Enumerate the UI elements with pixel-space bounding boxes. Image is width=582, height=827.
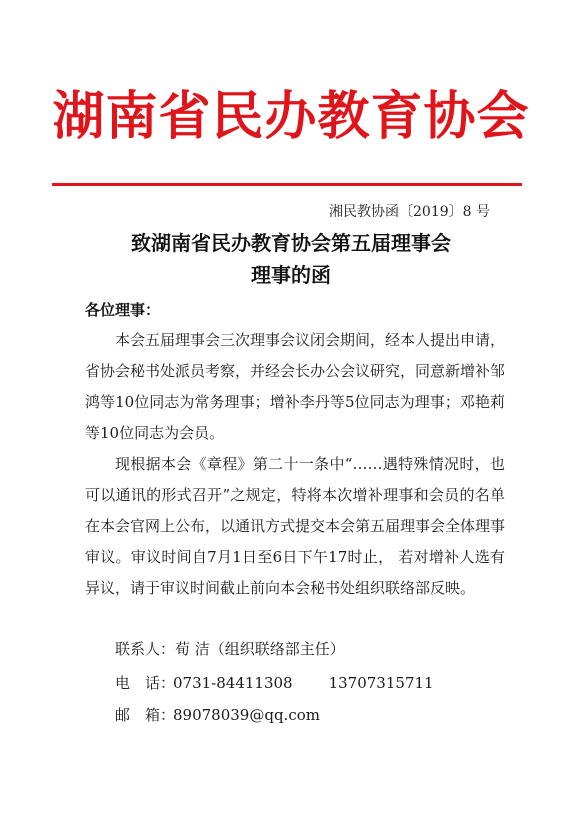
contact-email-label: 邮 箱：: [115, 706, 176, 724]
contact-phone-label: 电 话：: [115, 674, 176, 692]
contact-phone-value: 0731-84411308: [173, 674, 293, 692]
letter-title-line1: 致湖南省民办教育协会第五届理事会: [131, 231, 451, 255]
org-letterhead-title: 湖南省民办教育协会: [52, 86, 530, 147]
body-paragraph-1: 本会五届理事会三次理事会议闭会期间，经本人提出申请，省协会秘书处派员考察，并经会长办公会议研究，同意新增补邹鸿等10位同志为常务理事；增补李丹等5位同志为理事；邓艳莉等10位同志为会员。: [85, 331, 506, 442]
contact-person-label: 联系人：: [115, 640, 176, 658]
salutation: 各位理事：: [85, 301, 161, 319]
letterhead-divider: [52, 183, 522, 186]
body-paragraph-2: 现根据本会《章程》第二十一条中“……遇特殊情况时，也可以通讯的形式召开”之规定，特将本次增补理事和会员的名单在本会官网上公布，以通讯方式提交本会第五届理事会全体理事审议。审议时间自7月1日至6日下午17时止， 若对增补人选有异议，请于审议时间截止前向本会秘书处组织联络部反映。: [85, 455, 506, 597]
contact-person-value: 荀 洁（组织联络部主任）: [175, 640, 345, 658]
contact-email-row: [115, 704, 320, 725]
document-number: 湘民教协函〔2019〕8 号: [329, 204, 490, 220]
contact-person-row: [115, 638, 345, 659]
contact-phone-row: [115, 672, 434, 693]
letter-title-line2: 理事的函: [251, 263, 331, 287]
contact-mobile-value: 13707315711: [328, 674, 434, 692]
contact-email-value: 89078039@qq.com: [173, 706, 320, 724]
